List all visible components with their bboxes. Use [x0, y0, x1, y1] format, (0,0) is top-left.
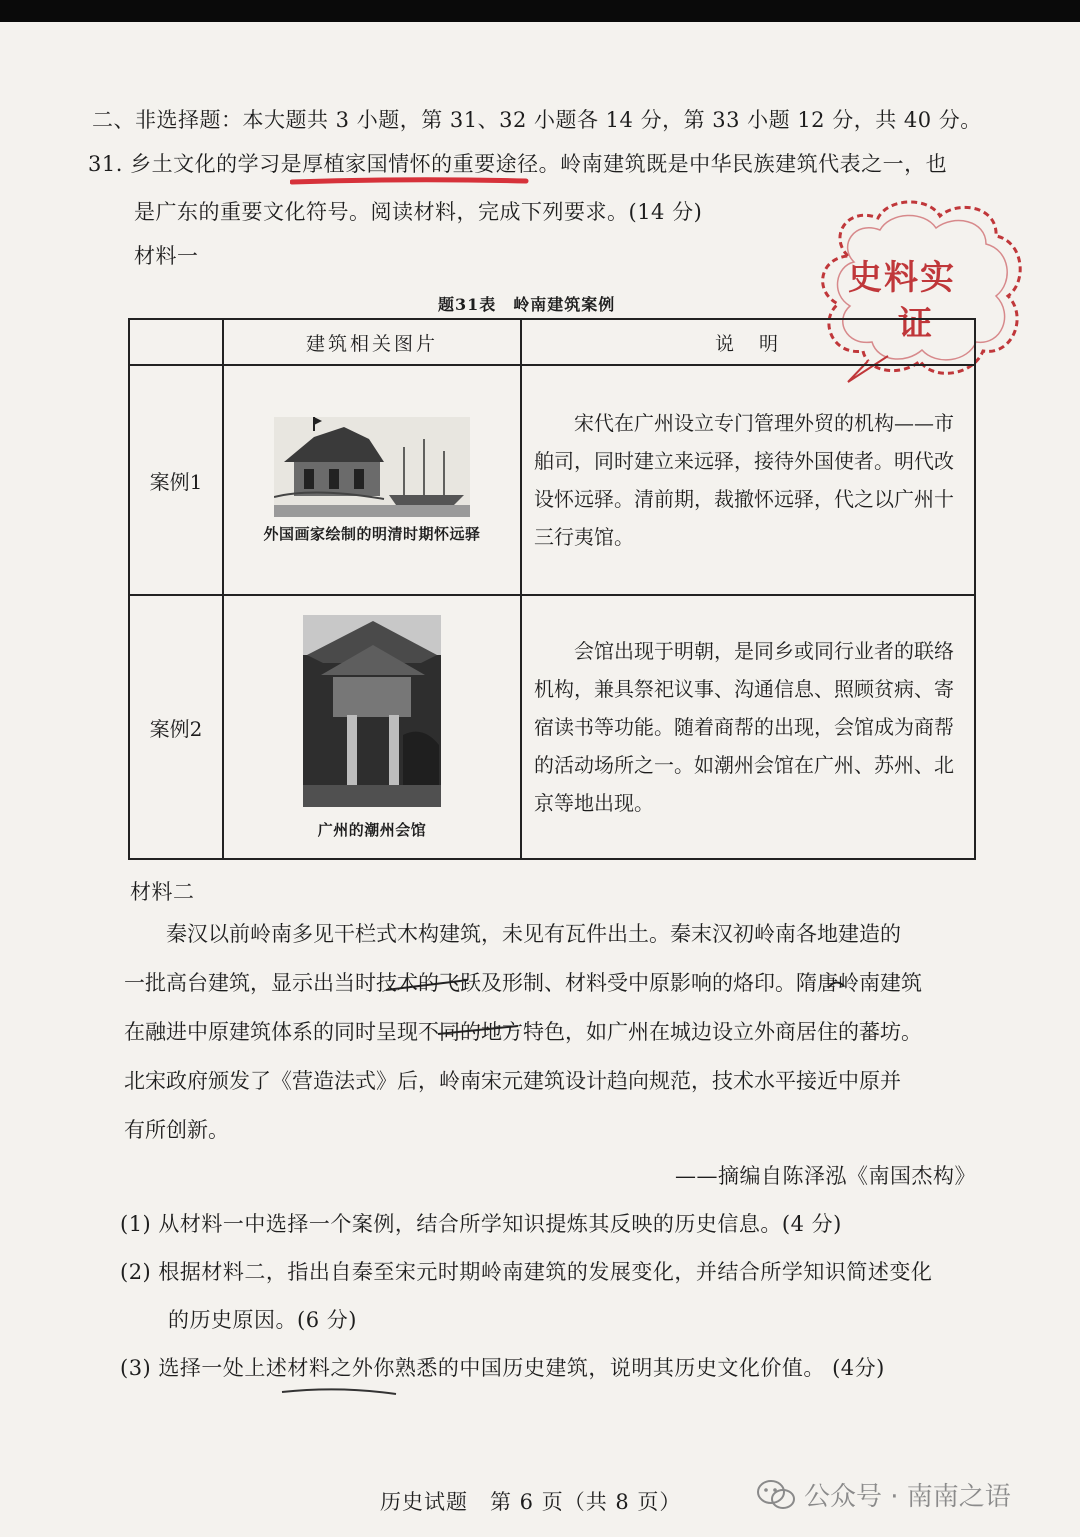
material-2-text: [124, 910, 986, 1155]
image-cell: [223, 365, 521, 595]
image-caption: 外国画家绘制的明清时期怀远驿: [263, 524, 481, 543]
case-description: 会馆出现于明朝，是同乡或同行业者的联络机构，兼具祭祀议事、沟通信息、照顾贫病、寄宿读书等功能。随着商帮的出现，会馆成为商帮的活动场所之一。如潮州会馆在广州、苏州、北京等地出现。: [534, 639, 954, 815]
watermark: [756, 1476, 1011, 1513]
description-cell: [521, 365, 975, 595]
sub-question-2: (2) 根据材料二，指出自秦至宋元时期岭南建筑的发展变化，并结合所学知识简述变化: [120, 1260, 933, 1284]
material-2-label: 材料二: [130, 880, 195, 904]
stamp-text-line-2: 证: [898, 304, 932, 344]
section-heading: 二、非选择题：本大题共 3 小题，第 31、32 小题各 14 分，第 33 小题 12 分，共 40 分。: [92, 108, 982, 132]
case-label: 案例1: [129, 365, 223, 595]
stamp-text-line-1: 史料实: [848, 258, 956, 298]
material-2-line: 有所创新。: [124, 1118, 229, 1142]
case-table: [128, 318, 976, 860]
image-cell: [223, 595, 521, 859]
description-cell: [521, 595, 975, 859]
handwritten-underline: [280, 1384, 400, 1398]
table-row: [129, 365, 975, 595]
page-footer: 历史试题 第 6 页（共 8 页）: [380, 1490, 682, 1514]
watermark-text: 公众号 · 南南之语: [804, 1482, 1011, 1512]
sub-question-2-cont: 的历史原因。(6 分): [168, 1308, 357, 1332]
material-2-line: 一批高台建筑，显示出当时技术的飞跃及形制、材料受中原影响的烙印。隋唐岭南建筑: [124, 971, 922, 995]
table-caption: 题31表 岭南建筑案例: [438, 295, 616, 314]
image-caption: 广州的潮州会馆: [317, 820, 427, 839]
source-citation: ——摘编自陈泽泓《南国杰构》: [675, 1164, 976, 1188]
chaozhou-guild-hall-photo: [303, 615, 441, 807]
table-header-row: [129, 319, 975, 365]
material-2-line: 在融进中原建筑体系的同时呈现不同的地方特色，如广州在城边设立外商居住的蕃坊。: [124, 1020, 922, 1044]
case-label: 案例2: [129, 595, 223, 859]
material-2-line: 秦汉以前岭南多见干栏式木构建筑，未见有瓦件出土。秦末汉初岭南各地建造的: [166, 922, 901, 946]
header-description: 说 明: [521, 319, 975, 365]
table-row: [129, 595, 975, 859]
material-2-line: 北宋政府颁发了《营造法式》后，岭南宋元建筑设计趋向规范，技术水平接近中原并: [124, 1069, 901, 1093]
header-image: 建筑相关图片: [223, 319, 521, 365]
sub-question-1: (1) 从材料一中选择一个案例，结合所学知识提炼其反映的历史信息。(4 分): [120, 1212, 842, 1236]
question-line-1: 31. 乡土文化的学习是厚植家国情怀的重要途径。岭南建筑既是中华民族建筑代表之一，也: [88, 152, 948, 176]
header-blank: [129, 319, 223, 365]
sub-question-3: (3) 选择一处上述材料之外你熟悉的中国历史建筑，说明其历史文化价值。 (4分): [120, 1356, 885, 1380]
case-description: 宋代在广州设立专门管理外贸的机构——市舶司，同时建立来远驿，接待外国使者。明代改设怀远驿。清前期，裁撤怀远驿，代之以广州十三行夷馆。: [534, 411, 954, 549]
question-line-2: 是广东的重要文化符号。阅读材料，完成下列要求。(14 分): [134, 200, 703, 224]
top-dark-bar: [0, 0, 1080, 22]
wechat-icon: [756, 1478, 796, 1512]
material-1-label: 材料一: [134, 244, 199, 268]
huaiyuan-post-drawing: [274, 417, 470, 517]
